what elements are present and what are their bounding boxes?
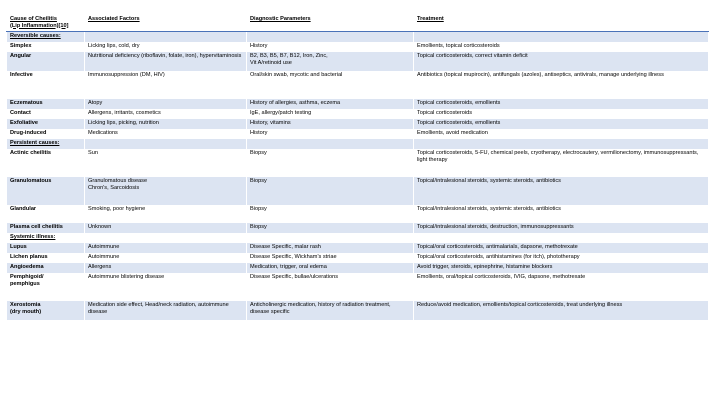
factors-cell: Unknown bbox=[85, 223, 247, 233]
treatment-cell: Antibiotics (topical mupirocin), antifungals (azoles), antiseptics, antivirals, manage underlying illness bbox=[414, 71, 709, 99]
treatment-cell: Emollients, oral/topical corticosteroids, IVIG, dapsone, methotrexate bbox=[414, 273, 709, 301]
table-row bbox=[7, 129, 709, 139]
cause-cell: Pemphigoid/ pemphigus bbox=[7, 273, 85, 301]
diagnostic-cell: Biopsy bbox=[247, 149, 414, 177]
cause-cell: Simplex bbox=[7, 42, 85, 52]
factors-cell: Medications bbox=[85, 129, 247, 139]
cause-cell: Xerostomia (dry mouth) bbox=[7, 301, 85, 320]
cause-cell: Granulomatous bbox=[7, 177, 85, 205]
cause-cell: Eczematous bbox=[7, 99, 85, 109]
cause-cell: Plasma cell cheilitis bbox=[7, 223, 85, 233]
cause-cell: Glandular bbox=[7, 205, 85, 223]
factors-cell: Smoking, poor hygiene bbox=[85, 205, 247, 223]
cause-cell: Angular bbox=[7, 52, 85, 71]
table-row bbox=[7, 253, 709, 263]
citation-link[interactable]: [10] bbox=[58, 22, 69, 29]
treatment-cell: Emollients, avoid medication bbox=[414, 129, 709, 139]
factors-cell: Autoimmune bbox=[85, 243, 247, 253]
table-row bbox=[7, 205, 709, 223]
header-diagnostic: Diagnostic Parameters bbox=[247, 14, 414, 32]
diagnostic-cell: IgE, allergy/patch testing bbox=[247, 109, 414, 119]
diagnostic-cell: Disease Specific, malar rash bbox=[247, 243, 414, 253]
diagnostic-cell: History of allergies, asthma, eczema bbox=[247, 99, 414, 109]
header-treatment: Treatment bbox=[414, 14, 709, 32]
cause-cell: Actinic cheilitis bbox=[7, 149, 85, 177]
diagnostic-cell: Medication, trigger, oral edema bbox=[247, 263, 414, 273]
treatment-cell: Topical corticosteroids, 5-FU, chemical peels, cryotherapy, electrocautery, vermilionectomy, immunosuppressants, light therapy bbox=[414, 149, 709, 177]
factors-cell: Licking lips, picking, nutrition bbox=[85, 119, 247, 129]
cheilitis-table-container bbox=[6, 14, 708, 320]
treatment-cell: Topical corticosteroids, correct vitamin deficit bbox=[414, 52, 709, 71]
section-label-reversible: Reversible causes: bbox=[7, 32, 85, 43]
header-cause: Cause of Cheilitis (Lip Inflammation)[10] bbox=[7, 14, 85, 32]
table-row bbox=[7, 99, 709, 109]
cause-cell: Lupus bbox=[7, 243, 85, 253]
treatment-cell: Topical/intralesional steroids, destruction, immunosuppressants bbox=[414, 223, 709, 233]
treatment-cell: Reduce/avoid medication, emollients/topical corticosteroids, treat underlying illness bbox=[414, 301, 709, 320]
table-row bbox=[7, 71, 709, 99]
treatment-cell: Emollients, topical corticosteroids bbox=[414, 42, 709, 52]
table-row bbox=[7, 52, 709, 71]
factors-cell: Autoimmune bbox=[85, 253, 247, 263]
diagnostic-cell: Oral/skin swab, mycotic and bacterial bbox=[247, 71, 414, 99]
factors-cell: Sun bbox=[85, 149, 247, 177]
diagnostic-cell: Disease Specific, Wickham's striae bbox=[247, 253, 414, 263]
table-row bbox=[7, 273, 709, 301]
table-row bbox=[7, 149, 709, 177]
section-row-persistent bbox=[7, 139, 709, 149]
header-factors: Associated Factors bbox=[85, 14, 247, 32]
factors-cell: Granulomatous disease Chron's, Sarcoidosis bbox=[85, 177, 247, 205]
section-label-persistent: Persistent causes: bbox=[7, 139, 85, 149]
cause-cell: Angioedema bbox=[7, 263, 85, 273]
table-row bbox=[7, 119, 709, 129]
factors-cell: Autoimmune blistering disease bbox=[85, 273, 247, 301]
treatment-cell: Avoid trigger, steroids, epinephrine, histamine blockers bbox=[414, 263, 709, 273]
table-header-row bbox=[7, 14, 709, 32]
table-row bbox=[7, 42, 709, 52]
factors-cell: Immunosuppression (DM, HIV) bbox=[85, 71, 247, 99]
cause-cell: Exfoliative bbox=[7, 119, 85, 129]
section-row-systemic bbox=[7, 233, 709, 243]
diagnostic-cell: Disease Specific, bullae/ulcerations bbox=[247, 273, 414, 301]
table-row bbox=[7, 301, 709, 320]
cause-cell: Drug-induced bbox=[7, 129, 85, 139]
diagnostic-cell: Biopsy bbox=[247, 177, 414, 205]
table-row bbox=[7, 243, 709, 253]
diagnostic-cell: Biopsy bbox=[247, 205, 414, 223]
treatment-cell: Topical/oral corticosteroids, antihistamines (for itch), phototherapy bbox=[414, 253, 709, 263]
table-row bbox=[7, 177, 709, 205]
table-row bbox=[7, 223, 709, 233]
diagnostic-cell: Biopsy bbox=[247, 223, 414, 233]
cheilitis-table bbox=[6, 14, 709, 320]
table-row bbox=[7, 263, 709, 273]
diagnostic-cell: Anticholinergic medication, history of radiation treatment, disease specific bbox=[247, 301, 414, 320]
factors-cell: Nutritional deficiency (riboflavin, folate, iron), hypervitaminosis bbox=[85, 52, 247, 71]
treatment-cell: Topical corticosteroids, emollients bbox=[414, 99, 709, 109]
diagnostic-cell: History bbox=[247, 129, 414, 139]
section-row-reversible bbox=[7, 32, 709, 43]
factors-cell: Allergens bbox=[85, 263, 247, 273]
cause-cell: Infective bbox=[7, 71, 85, 99]
treatment-cell: Topical corticosteroids, emollients bbox=[414, 119, 709, 129]
table-row bbox=[7, 109, 709, 119]
treatment-cell: Topical/intralesional steroids, systemic steroids, antibiotics bbox=[414, 205, 709, 223]
diagnostic-cell: B2, B3, B5, B7, B12, Iron, Zinc, Vit A/retinoid use bbox=[247, 52, 414, 71]
diagnostic-cell: History, vitamins bbox=[247, 119, 414, 129]
treatment-cell: Topical/oral corticosteroids, antimalarials, dapsone, methotrexate bbox=[414, 243, 709, 253]
factors-cell: Atopy bbox=[85, 99, 247, 109]
cause-cell: Lichen planus bbox=[7, 253, 85, 263]
factors-cell: Allergens, irritants, cosmetics bbox=[85, 109, 247, 119]
treatment-cell: Topical/intralesional steroids, systemic steroids, antibiotics bbox=[414, 177, 709, 205]
header-cause-sub: (Lip Inflammation) bbox=[10, 22, 59, 29]
section-label-systemic: Systemic illness: bbox=[7, 233, 85, 243]
cause-cell: Contact bbox=[7, 109, 85, 119]
factors-cell: Medication side effect, Head/neck radiation, autoimmune disease bbox=[85, 301, 247, 320]
diagnostic-cell: History bbox=[247, 42, 414, 52]
treatment-cell: Topical corticosteroids bbox=[414, 109, 709, 119]
factors-cell: Licking lips, cold, dry bbox=[85, 42, 247, 52]
